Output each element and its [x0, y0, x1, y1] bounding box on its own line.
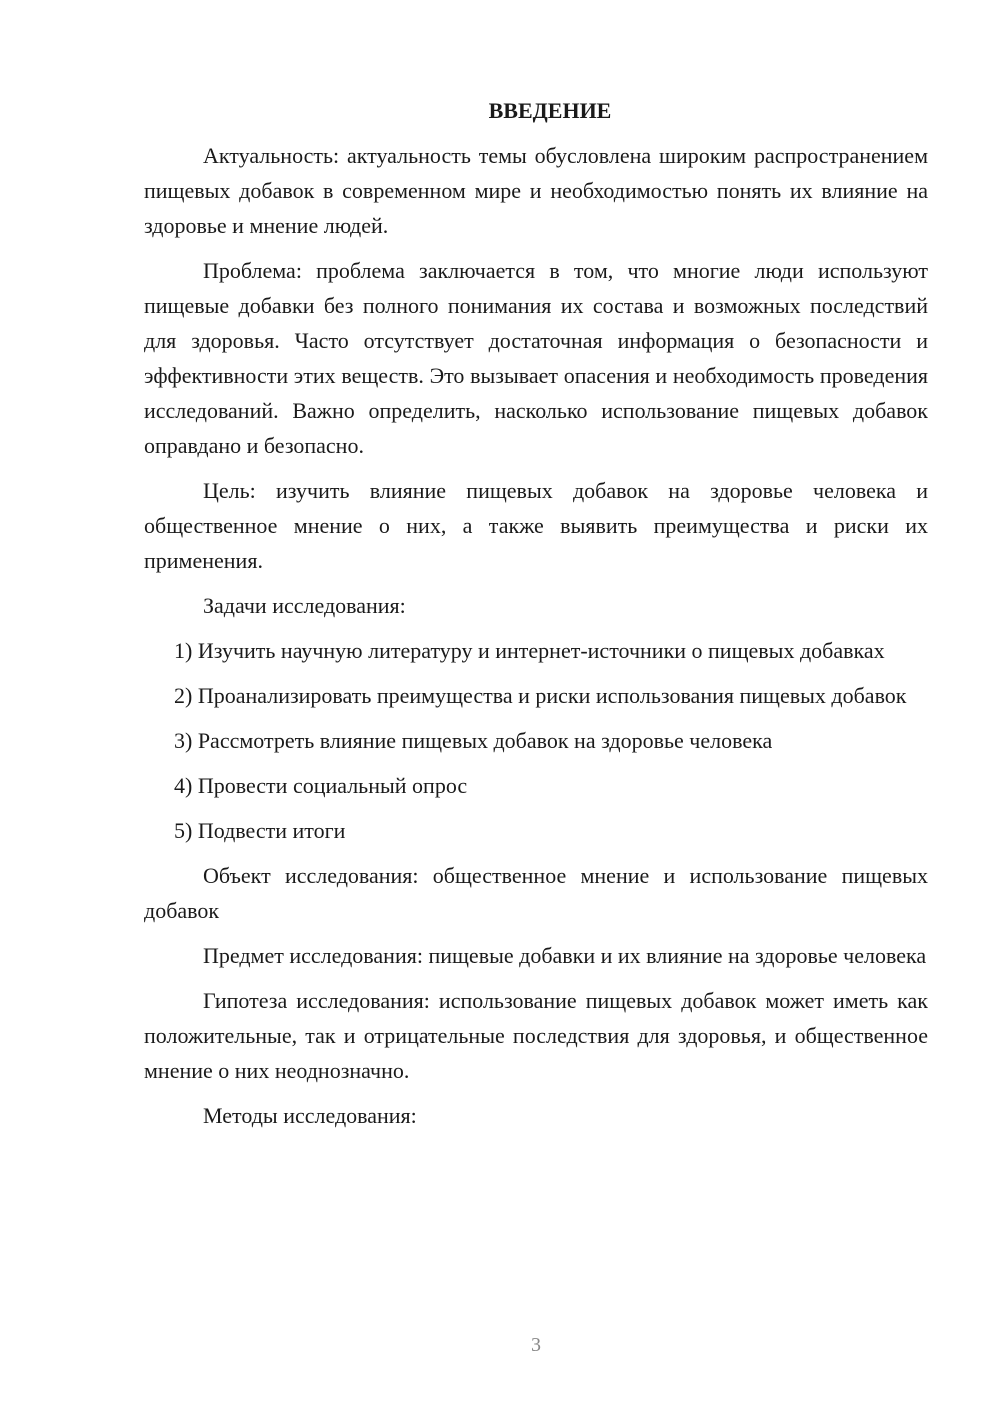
methods-heading: Методы исследования: [203, 1103, 417, 1128]
task-item: 1) Изучить научную литературу и интернет-источники о пищевых добавках [174, 638, 885, 663]
task-item: 5) Подвести итоги [174, 818, 346, 843]
subject-paragraph: Предмет исследования: пищевые добавки и их влияние на здоровье человека [203, 943, 927, 968]
goal-paragraph: Цель: изучить влияние пищевых добавок на здоровье человека и общественное мнение о них, а также выявить преимущества и риски их применения. [144, 478, 928, 573]
object-paragraph: Объект исследования: общественное мнение и использование пищевых добавок [144, 863, 928, 923]
task-item: 2) Проанализировать преимущества и риски использования пищевых добавок [174, 683, 907, 708]
page-number: 3 [531, 1334, 541, 1356]
task-item: 3) Рассмотреть влияние пищевых добавок на здоровье человека [174, 728, 773, 753]
page-content [144, 96, 928, 1143]
relevance-paragraph: Актуальность: актуальность темы обусловлена широким распространением пищевых добавок в современном мире и необходимостью понять их влияние на здоровье и мнение людей. [144, 143, 928, 238]
tasks-heading: Задачи исследования: [203, 593, 406, 618]
hypothesis-paragraph: Гипотеза исследования: использование пищевых добавок может иметь как положительные, так и отрицательные последствия для здоровья, и общественное мнение о них неоднозначно. [144, 988, 928, 1083]
problem-paragraph: Проблема: проблема заключается в том, что многие люди используют пищевые добавки без полного понимания их состава и возможных последствий для здоровья. Часто отсутствует достаточная информация о безопасности и эффективности этих веществ. Это вызывает опасения и необходимость проведения исследований. Важно определить, насколько использование пищевых добавок оправдано и безопасно. [144, 258, 928, 458]
section-heading: ВВЕДЕНИЕ [488, 98, 612, 123]
task-item: 4) Провести социальный опрос [174, 773, 468, 798]
